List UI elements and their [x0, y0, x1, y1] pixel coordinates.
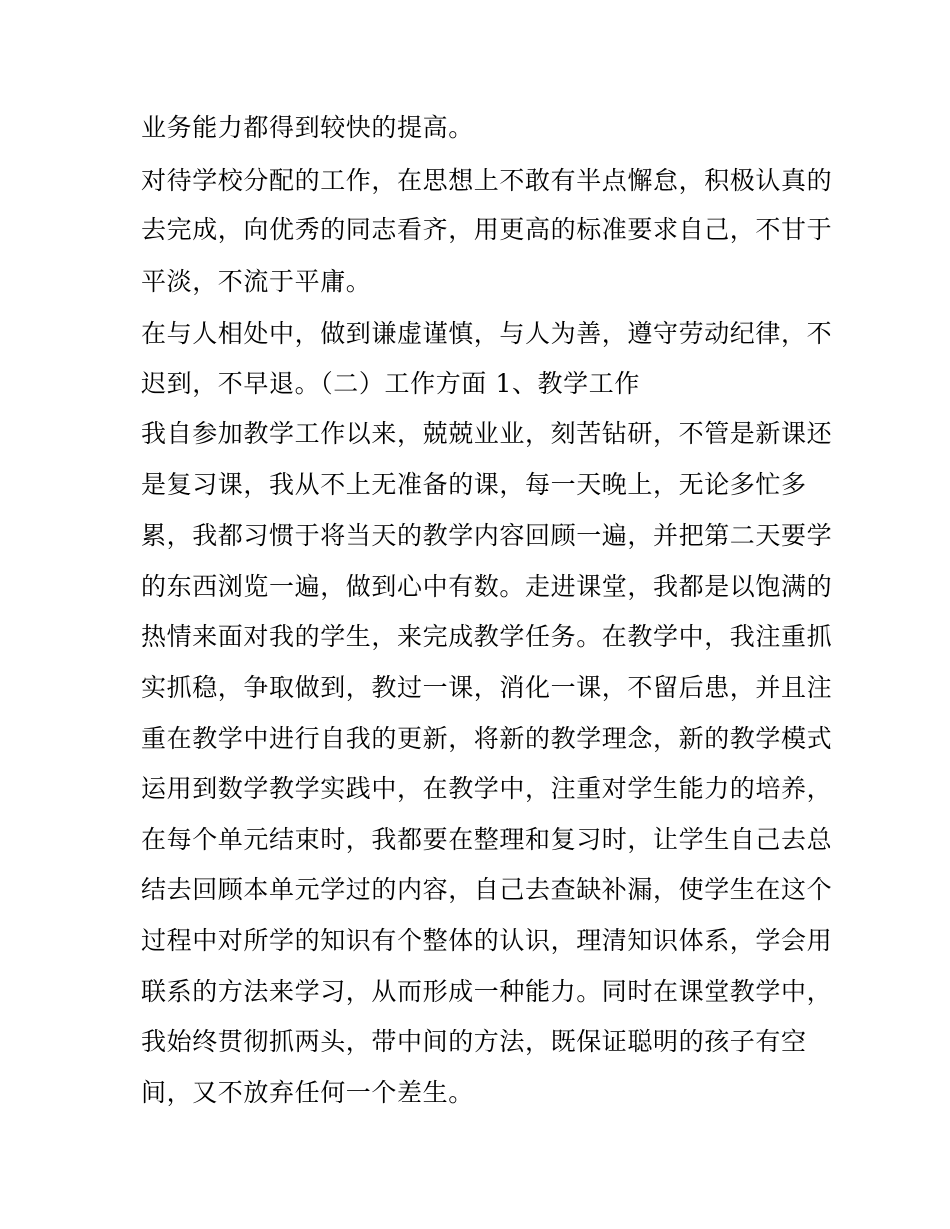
text-line: 结去回顾本单元学过的内容，自己去查缺补漏，使学生在这个 [141, 875, 833, 904]
text-line: 是复习课，我从不上无准备的课，每一天晚上，无论多忙多 [141, 470, 807, 499]
text-line: 迟到，不早退。（二）工作方面 1、教学工作 [141, 369, 640, 398]
text-line: 累，我都习惯于将当天的教学内容回顾一遍，并把第二天要学 [141, 521, 833, 550]
text-line: 间，又不放弃任何一个差生。 [141, 1078, 474, 1107]
text-line: 我自参加教学工作以来，兢兢业业，刻苦钻研，不管是新课还 [141, 419, 833, 448]
text-line: 热情来面对我的学生，来完成教学任务。在教学中，我注重抓 [141, 622, 833, 651]
text-line: 去完成，向优秀的同志看齐，用更高的标准要求自己，不甘于 [141, 215, 833, 244]
text-line: 我始终贯彻抓两头，带中间的方法，既保证聪明的孩子有空 [141, 1027, 807, 1056]
text-line: 重在教学中进行自我的更新，将新的教学理念，新的教学模式 [141, 724, 833, 753]
text-line: 联系的方法来学习，从而形成一种能力。同时在课堂教学中， [141, 977, 833, 1006]
text-line: 过程中对所学的知识有个整体的认识，理清知识体系，学会用 [141, 926, 833, 955]
text-line: 实抓稳，争取做到，教过一课，消化一课，不留后患，并且注 [141, 673, 833, 702]
text-line: 的东西浏览一遍，做到心中有数。走进课堂，我都是以饱满的 [141, 572, 833, 601]
text-line: 在与人相处中，做到谦虚谨慎，与人为善，遵守劳动纪律，不 [141, 319, 833, 348]
text-line: 在每个单元结束时，我都要在整理和复习时，让学生自己去总 [141, 825, 833, 854]
text-line: 运用到数学教学实践中，在教学中，注重对学生能力的培养， [141, 774, 833, 803]
text-line: 业务能力都得到较快的提高。 [141, 113, 474, 142]
text-line: 对待学校分配的工作，在思想上不敢有半点懈怠，积极认真的 [141, 166, 833, 195]
text-line: 平淡，不流于平庸。 [141, 267, 372, 296]
